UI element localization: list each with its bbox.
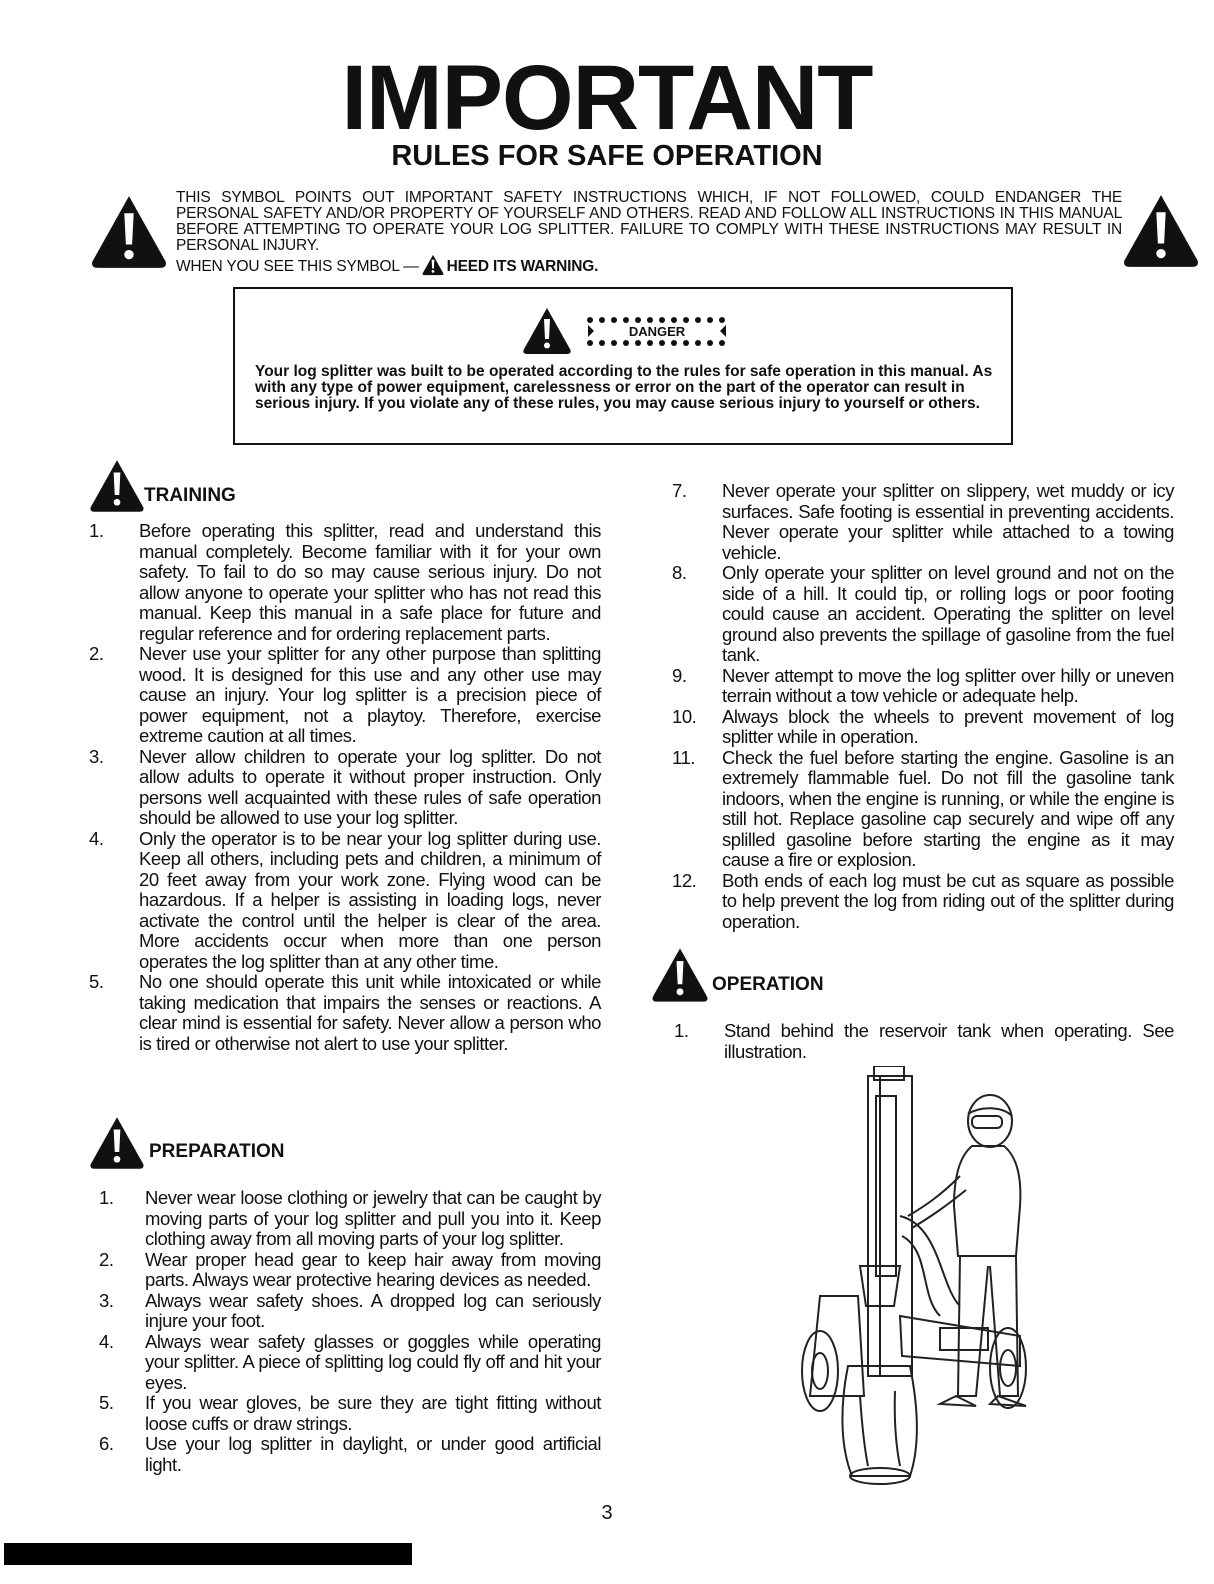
item-number: 3. — [99, 1289, 114, 1311]
warning-triangle-icon — [520, 306, 574, 356]
list-item — [99, 1330, 601, 1394]
operation-heading: OPERATION — [712, 974, 824, 995]
list-item — [672, 664, 1174, 707]
list-item — [99, 1392, 601, 1434]
item-number: 1. — [99, 1187, 114, 1208]
list-item — [99, 1248, 601, 1291]
item-number: 5. — [99, 1392, 114, 1413]
item-number: 7. — [672, 480, 687, 501]
training-list — [89, 520, 601, 1054]
item-number: 4. — [99, 1330, 114, 1352]
danger-text: Your log splitter was built to be operated according to the rules for safe operation in this manual. As with any type of power equipment, carelessness or error on the part of the operator can result in serious injury. If you violate any of these rules, you may cause serious injury to yourself or others. — [255, 363, 993, 412]
item-number: 3. — [89, 745, 104, 767]
danger-label-text: DANGER — [628, 324, 686, 339]
item-text: Both ends of each log must be cut as square as possible to help prevent the log from riding out of the splitter during operation. — [722, 869, 1174, 932]
page-subtitle: RULES FOR SAFE OPERATION — [391, 140, 823, 172]
intro-text — [176, 190, 1122, 276]
list-item — [672, 480, 1174, 563]
item-number: 10. — [672, 705, 697, 727]
item-text: Never wear loose clothing or jewelry that can be caught by moving parts of your log splitter and pull you into it. Keep clothing away from all moving parts of your log splitter. — [145, 1187, 601, 1249]
list-item — [99, 1289, 601, 1332]
list-item — [672, 562, 1174, 666]
page-number: 3 — [601, 1502, 613, 1524]
item-text: Use your log splitter in daylight, or under good artificial light. — [145, 1433, 601, 1475]
list-item — [89, 745, 601, 829]
list-item — [89, 971, 601, 1054]
list-item — [672, 746, 1174, 871]
list-item — [89, 827, 601, 973]
preparation-heading: PREPARATION — [149, 1141, 285, 1162]
list-item — [672, 869, 1174, 933]
bottom-scan-bar — [4, 1543, 412, 1565]
danger-label-badge — [582, 316, 732, 346]
item-text: Never attempt to move the log splitter over hilly or uneven terrain without a tow vehicle or adequate help. — [722, 664, 1174, 706]
page-title: IMPORTANT — [341, 47, 873, 149]
item-text: No one should operate this unit while intoxicated or while taking medication that impairs the senses or reactions. A clear mind is essential for safety. Never allow a person who is tired or otherwise not alert to use your splitter. — [139, 971, 601, 1054]
intro-symbol-line — [176, 254, 1122, 276]
preparation-list — [99, 1187, 601, 1475]
item-text: Only operate your splitter on level ground and not on the side of a hill. It could tip, or rolling logs or poor footing could cause an accident. Operating the splitter on level ground also prevents the spillage of gasoline from the fuel tank. — [722, 562, 1174, 665]
operation-list — [674, 1020, 1174, 1062]
item-text: Never use your splitter for any other purpose than splitting wood. It is designed for this use and any other use may cause an injury. Your log splitter is a precision piece of power equipment, not a playtoy. Therefore, exercise extreme caution at all times. — [139, 643, 601, 746]
item-number: 6. — [99, 1433, 114, 1454]
warning-triangle-icon — [88, 1115, 146, 1171]
item-number: 9. — [672, 664, 687, 686]
warning-triangle-icon — [88, 458, 146, 514]
list-item — [672, 705, 1174, 748]
warning-triangle-icon — [1122, 192, 1200, 270]
list-item — [89, 520, 601, 644]
item-text: Wear proper head gear to keep hair away from moving parts. Always wear protective hearing devices as needed. — [145, 1248, 601, 1290]
warning-triangle-icon — [90, 193, 168, 271]
warning-triangle-icon — [422, 254, 444, 276]
item-text: Stand behind the reservoir tank when operating. See illustration. — [724, 1020, 1174, 1062]
when-you-see-label: WHEN YOU SEE THIS SYMBOL — — [176, 258, 419, 275]
item-number: 8. — [672, 562, 687, 583]
training-heading: TRAINING — [144, 485, 236, 506]
item-number: 2. — [99, 1248, 114, 1270]
log-splitter-illustration — [790, 1066, 1060, 1486]
list-item — [99, 1433, 601, 1475]
item-number: 5. — [89, 971, 104, 992]
list-item — [89, 643, 601, 747]
item-number: 1. — [674, 1020, 689, 1041]
item-text: Never allow children to operate your log splitter. Do not allow adults to operate it without proper instruction. Only persons well acquainted with these rules of safe operation should be allowed to use your log splitter. — [139, 745, 601, 828]
heed-warning-label: HEED ITS WARNING. — [446, 258, 599, 275]
item-number: 2. — [89, 643, 104, 664]
item-text: Never operate your splitter on slippery, wet muddy or icy surfaces. Safe footing is essential in preventing accidents. Never operate your splitter while attached to a towing vehicle. — [722, 480, 1174, 563]
item-text: Always wear safety shoes. A dropped log can seriously injure your foot. — [145, 1289, 601, 1331]
item-text: Only the operator is to be near your log splitter during use. Keep all others, including pets and children, a minimum of 20 feet away from your work zone. Flying wood can be hazardous. If a helper is assisting in loading logs, never activate the control until the helper is clear of the area. More accidents occur when more than one person operates the log splitter than at any other time. — [139, 827, 601, 972]
item-text: If you wear gloves, be sure they are tight fitting without loose cuffs or draw strings. — [145, 1392, 601, 1434]
item-text: Always block the wheels to prevent movement of log splitter while in operation. — [722, 705, 1174, 747]
item-text: Check the fuel before starting the engine. Gasoline is an extremely flammable fuel. Do not fill the gasoline tank indoors, when the engine is running, or while the engine is still hot. Replace gasoline cap securely and wipe off any splilled gasoline before starting the engine as it may cause a fire or explosion. — [722, 746, 1174, 870]
item-text: Always wear safety glasses or goggles while operating your splitter. A piece of splitting log could fly off and hit your eyes. — [145, 1330, 601, 1393]
item-number: 12. — [672, 869, 697, 891]
item-number: 4. — [89, 827, 104, 849]
list-item — [674, 1020, 1174, 1062]
item-number: 1. — [89, 520, 104, 541]
rules-list-continued — [672, 480, 1174, 932]
list-item — [99, 1187, 601, 1250]
item-number: 11. — [672, 746, 695, 768]
intro-paragraph: THIS SYMBOL POINTS OUT IMPORTANT SAFETY INSTRUCTIONS WHICH, IF NOT FOLLOWED, COULD ENDANGER THE PERSONAL SAFETY AND/OR PROPERTY OF YOURSELF AND OTHERS. READ AND FOLLOW ALL INSTRUCTIONS IN THIS MANUAL BEFORE ATTEMPTING TO OPERATE YOUR LOG SPLITTER. FAILURE TO COMPLY WITH THESE INSTRUCTIONS MAY RESULT IN PERSONAL INJURY. — [176, 189, 1122, 254]
warning-triangle-icon — [650, 946, 710, 1004]
item-text: Before operating this splitter, read and understand this manual completely. Become familiar with it for your own safety. To fail to do so may cause serious injury. Do not allow anyone to operate your splitter who has not read this manual. Keep this manual in a safe place for future and regular reference and for ordering replacement parts. — [139, 520, 601, 644]
